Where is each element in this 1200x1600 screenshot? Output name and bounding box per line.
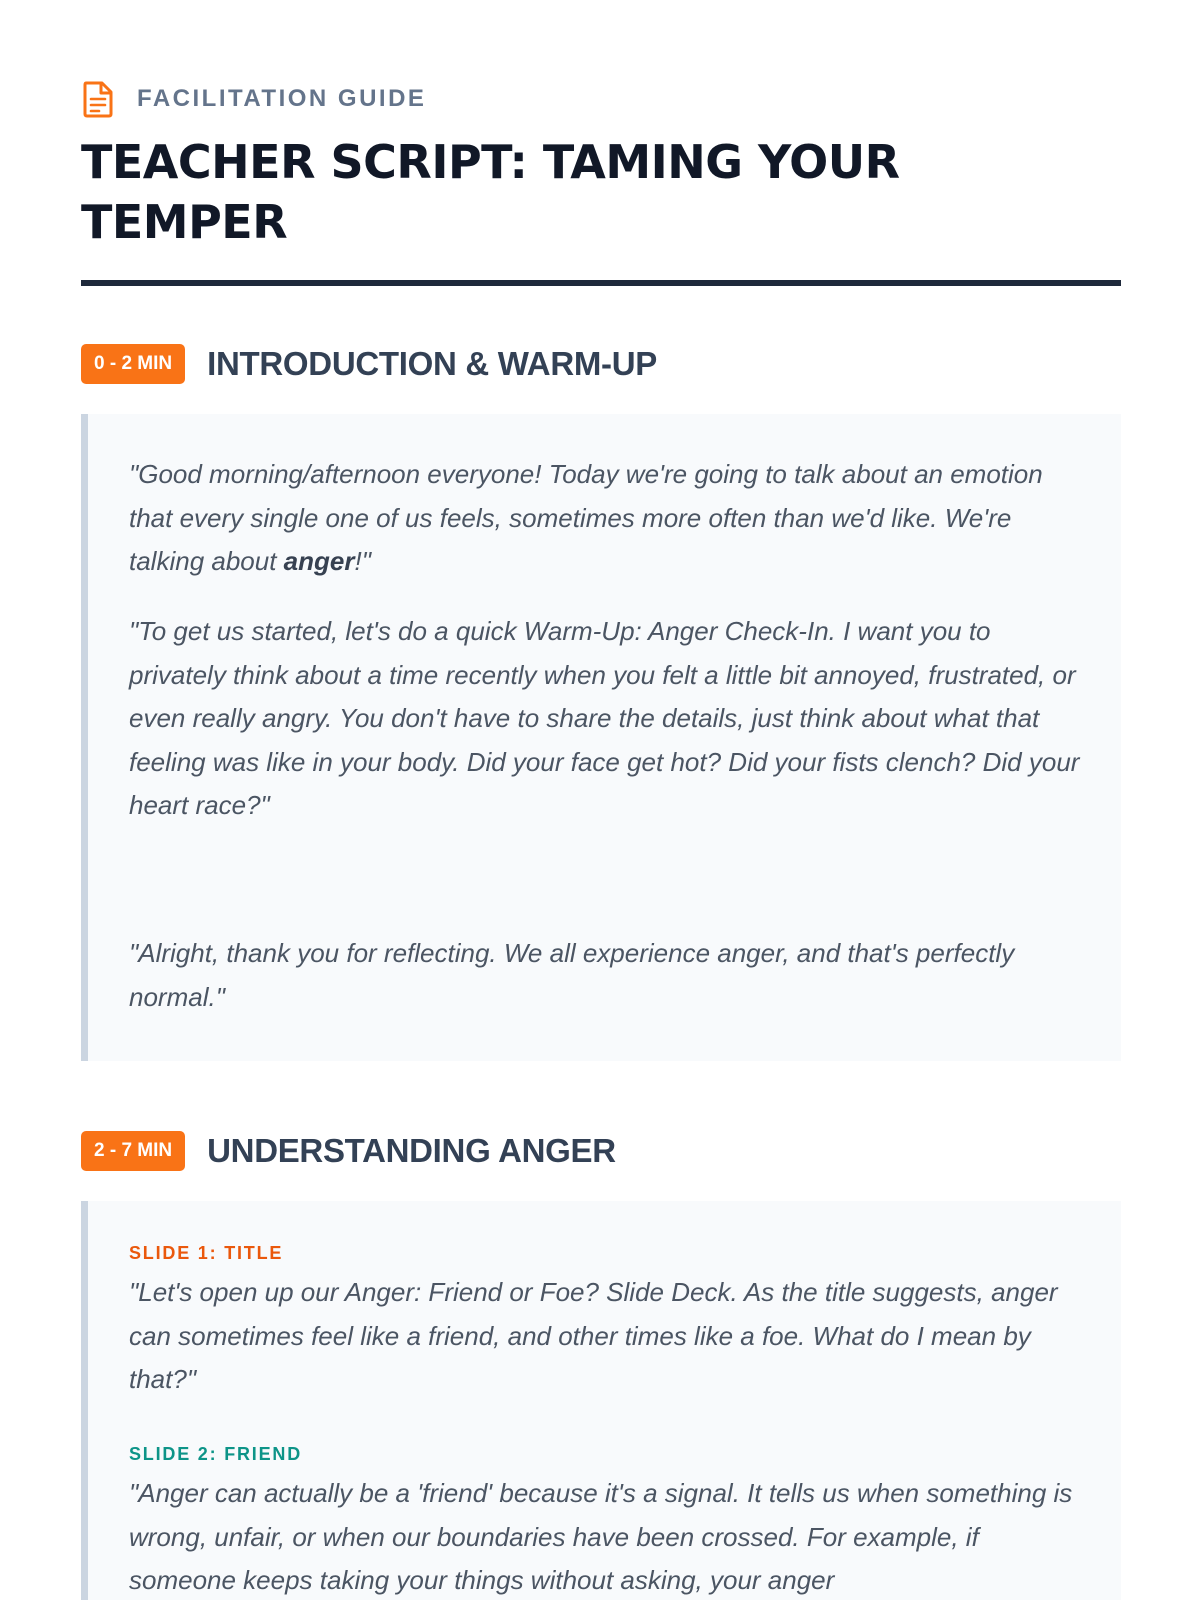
script-box-intro — [81, 414, 1121, 1061]
slide-label: SLIDE 1: TITLE — [129, 1243, 284, 1263]
document-icon — [81, 80, 115, 118]
time-badge: 2 - 7 MIN — [81, 1131, 185, 1171]
header-kicker — [81, 80, 426, 118]
section-title: INTRODUCTION & WARM-UP — [207, 345, 657, 382]
emphasis-anger: anger — [283, 546, 355, 576]
script-paragraph: "Good morning/afternoon everyone! Today we're going to talk about an emotion that every single one of us feels, sometimes more often than we'd like. We're talking about anger!" — [129, 459, 1043, 576]
script-paragraph: "Alright, thank you for reflecting. We all experience anger, and that's perfectly normal." — [129, 938, 1015, 1012]
script-box-understanding — [81, 1201, 1121, 1600]
section-header-intro — [81, 344, 657, 384]
page-title: TEACHER SCRIPT: TAMING YOUR TEMPER — [81, 135, 900, 249]
section-title: UNDERSTANDING ANGER — [207, 1132, 616, 1169]
slide-label: SLIDE 2: FRIEND — [129, 1444, 303, 1464]
script-paragraph: "Anger can actually be a 'friend' because it's a signal. It tells us when something is wrong, unfair, or when our boundaries have been crossed. For example, if someone keeps taking your things without asking, your anger — [129, 1478, 1073, 1595]
kicker-label: FACILITATION GUIDE — [137, 85, 427, 112]
time-badge: 0 - 2 MIN — [81, 344, 185, 384]
title-divider — [81, 280, 1121, 286]
script-paragraph: "Let's open up our Anger: Friend or Foe? Slide Deck. As the title suggests, anger can sometimes feel like a friend, and other times like a foe. What do I mean by that?" — [129, 1277, 1058, 1394]
script-paragraph: "To get us started, let's do a quick Warm-Up: Anger Check-In. I want you to privately think about a time recently when you felt a little bit annoyed, frustrated, or even really angry. You don't have to share the details, just think about what that feeling was like in your body. Did your face get hot? Did your fists clench? Did your heart race?" — [129, 616, 1080, 820]
section-header-understanding — [81, 1131, 616, 1171]
